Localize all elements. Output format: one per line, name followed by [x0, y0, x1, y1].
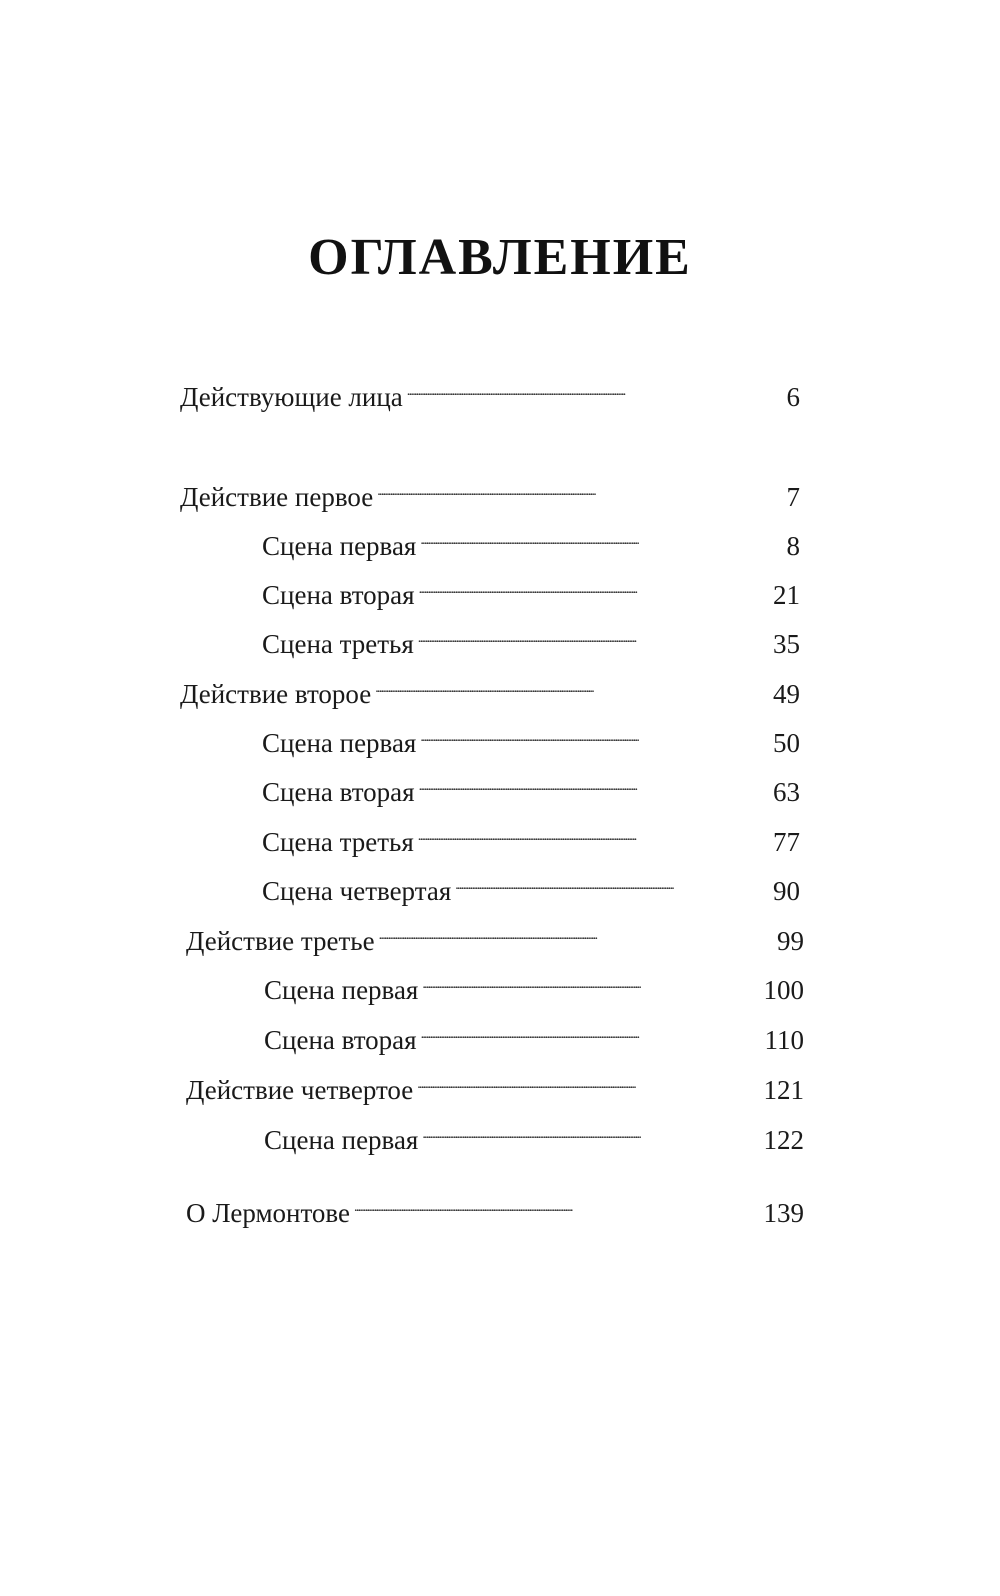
dot-leader [419, 765, 769, 801]
toc-entry-page: 122 [763, 1125, 804, 1155]
dot-leader [420, 519, 782, 555]
toc-entry-page: 139 [763, 1198, 804, 1228]
toc-entry-act-3-scene-1[interactable] [264, 963, 804, 1005]
toc-entry-act-2-scene-2[interactable] [262, 765, 800, 807]
toc-entry-page: 21 [773, 580, 800, 610]
toc-entry-label: Сцена первая [264, 975, 419, 1005]
toc-entry-page: 49 [773, 679, 800, 709]
toc-entry-page: 63 [773, 777, 800, 807]
toc-entry-act-2-scene-4[interactable] [262, 864, 800, 906]
toc-entry-act-3-scene-2[interactable] [264, 1013, 804, 1055]
toc-entry-label: Действующие лица [180, 382, 403, 412]
toc-entry-label: Действие третье [186, 926, 375, 956]
dot-leader [375, 667, 769, 703]
toc-entry-act-1-scene-1[interactable] [262, 519, 800, 561]
toc-entry-act-2-scene-1[interactable] [262, 716, 800, 758]
toc-entry-act-2[interactable] [180, 667, 800, 709]
toc-entry-page: 6 [786, 382, 800, 412]
toc-entry-page: 100 [763, 975, 804, 1005]
toc-entry-act-2-scene-3[interactable] [262, 815, 800, 857]
dot-leader [422, 1113, 759, 1149]
dot-leader [421, 1013, 761, 1049]
dot-leader [418, 815, 769, 851]
toc-entry-label: Сцена первая [264, 1125, 419, 1155]
toc-entry-label: О Лермонтове [186, 1198, 351, 1228]
toc-entry-act-1-scene-2[interactable] [262, 568, 800, 610]
toc-entry-about-lermontov[interactable] [186, 1186, 804, 1228]
toc-entry-act-1-scene-3[interactable] [262, 617, 800, 659]
toc-entry-page: 50 [773, 728, 800, 758]
toc-entry-act-1[interactable] [180, 470, 800, 512]
toc-entry-page: 121 [763, 1075, 804, 1105]
toc-entry-label: Сцена вторая [262, 777, 415, 807]
dot-leader [354, 1186, 759, 1222]
toc-entry-label: Сцена первая [262, 531, 417, 561]
dot-leader [417, 1063, 759, 1099]
toc-entry-label: Сцена первая [262, 728, 417, 758]
toc-entry-label: Сцена вторая [264, 1025, 417, 1055]
toc-entry-label: Действие первое [180, 482, 374, 512]
dot-leader [377, 470, 782, 506]
toc-entry-act-4[interactable] [186, 1063, 804, 1105]
dot-leader [455, 864, 769, 900]
toc-entry-page: 77 [773, 827, 800, 857]
toc-entry-label: Действие четвертое [186, 1075, 414, 1105]
toc-entry-label: Сцена третья [262, 629, 414, 659]
toc-entry-label: Действие второе [180, 679, 372, 709]
toc-entry-label: Сцена третья [262, 827, 414, 857]
dot-leader [420, 716, 769, 752]
dot-leader [419, 568, 769, 604]
toc-entry-page: 35 [773, 629, 800, 659]
dot-leader [379, 914, 773, 950]
toc-entry-characters[interactable] [180, 370, 800, 412]
toc-entry-act-3[interactable] [186, 914, 804, 956]
toc-entry-page: 90 [773, 876, 800, 906]
toc-entry-label: Сцена вторая [262, 580, 415, 610]
toc-entry-act-4-scene-1[interactable] [264, 1113, 804, 1155]
dot-leader [407, 370, 783, 406]
toc-entry-page: 99 [777, 926, 804, 956]
toc-entry-label: Сцена четвертая [262, 876, 452, 906]
toc-entry-page: 110 [764, 1025, 804, 1055]
page-title: ОГЛАВЛЕНИЕ [308, 229, 692, 286]
toc-entry-page: 7 [786, 482, 800, 512]
dot-leader [418, 617, 769, 653]
dot-leader [422, 963, 759, 999]
toc-entry-page: 8 [786, 531, 800, 561]
